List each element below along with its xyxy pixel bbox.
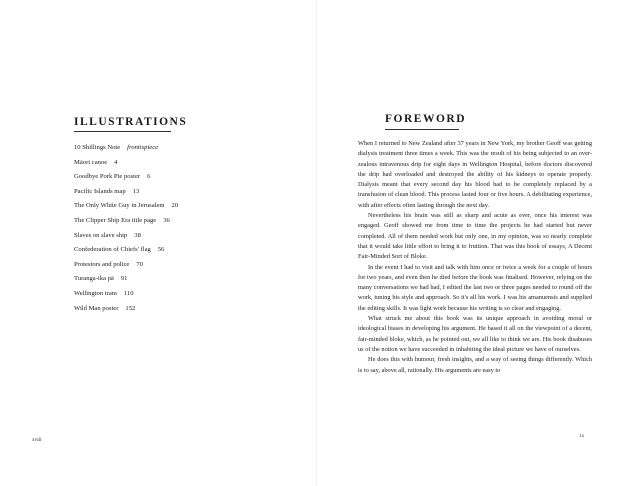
- illustration-page-number: 91: [120, 275, 128, 283]
- illustrations-rule: [74, 131, 171, 132]
- foreword-paragraph: In the event I had to visit and talk with him once or twice a week for a couple of hours for two years, and even then he died before the book was finalised. However, relying on the many conversations we had had, I edited the last two or three pages needed to round off the work, tuning his style and approach. So it's all his work. I was his amanuensis and supplied the editing skills. It was light work because his writing is so clear and engaging.: [358, 263, 592, 312]
- illustration-entry: [74, 258, 264, 273]
- foreword-heading: FOREWORD: [385, 113, 466, 125]
- illustration-page-number: 20: [171, 202, 179, 210]
- illustration-label: Wellington tram: [74, 289, 117, 297]
- left-page-folio: xviii: [32, 437, 42, 443]
- illustration-label: Goodbye Pork Pie poster: [74, 173, 141, 181]
- right-page: [317, 0, 634, 486]
- illustration-page-number: 56: [157, 246, 165, 254]
- illustration-page-number: 36: [163, 216, 170, 224]
- foreword-paragraph: Nevertheless his brain was still as sharp and acute as ever, once his interest was engaged. Geoff showed me from time to time the projects he had started but never completed. All of them needed work but only one, in my opinion, was so nearly complete that it would take little effort to bring it to fruition. That was this book of essays, A Decent Fair-Minded Sort of Bloke.: [358, 212, 592, 261]
- illustration-entry: [74, 287, 264, 302]
- illustrations-heading: ILLUSTRATIONS: [74, 116, 188, 128]
- foreword-paragraph: When I returned to New Zealand after 37 years in New York, my brother Geoff was getting dialysis treatment three times a week. This was the result of his being subjected to an over-zealous intravenous drip for eight days in Wellington Hospital, before doctors discovered the drip had overloaded and destroyed the ability of his kidneys to operate properly. Dialysis meant that every second day his blood had to be completely replaced by a transfusion of clean blood. This process lasted four or five hours. A debilitating experience, with after effects often lasting through the next day.: [358, 140, 592, 209]
- illustration-label: Turanga-ika pā: [74, 275, 114, 283]
- illustration-label: The Only White Guy in Jerusalem: [74, 202, 165, 210]
- illustrations-list: [74, 141, 264, 316]
- illustration-label: Slaves on slave ship: [74, 231, 128, 239]
- foreword-rule: [385, 129, 459, 130]
- illustration-page-number: 6: [147, 173, 151, 181]
- illustration-entry: [74, 199, 264, 214]
- illustration-label: The Clipper Ship Era title page: [74, 216, 157, 224]
- foreword-body: [358, 139, 592, 376]
- illustration-page-number: 110: [123, 289, 134, 297]
- illustration-page-number: 70: [136, 260, 143, 268]
- illustration-label: Wild Man poster: [74, 304, 119, 312]
- illustration-entry: [74, 302, 264, 317]
- illustration-page-number: 152: [125, 304, 136, 312]
- illustration-label: 10 Shillings Note: [74, 144, 121, 151]
- illustration-page-number: 4: [114, 158, 118, 166]
- illustration-label: Māori canoe: [74, 158, 108, 166]
- illustration-page-number: 13: [132, 187, 140, 195]
- illustration-entry: [74, 185, 264, 200]
- illustration-entry: [74, 156, 264, 171]
- illustration-entry: [74, 272, 264, 287]
- illustration-label: Protestors and police: [74, 260, 130, 268]
- illustration-entry: [74, 170, 264, 185]
- illustration-page-number: 38: [134, 231, 141, 239]
- illustration-label: Pacific Islands map: [74, 187, 126, 195]
- illustration-entry: [74, 141, 264, 156]
- illustration-label: Confederation of Chiefs' flag: [74, 246, 151, 254]
- illustration-entry: [74, 214, 264, 229]
- illustration-page-number: frontispiece: [127, 144, 159, 151]
- foreword-paragraph: What struck me about this book was its unique approach in avoiding moral or ideological biases in developing his argument. He based it all on the viewpoint of a decent, fair-minded bloke, which, as he pointed out, we all like to think we are. His book disabuses us of the notion we have succeeded in inhabiting the ideal picture we have of ourselves.: [358, 315, 592, 353]
- illustration-entry: [74, 229, 264, 244]
- foreword-paragraph: He does this with humour, fresh insights, and a way of seeing things differently. Which is to say, above all, rationally. His arguments are easy to: [358, 356, 592, 374]
- illustration-entry: [74, 243, 264, 258]
- right-page-folio: ix: [580, 433, 585, 439]
